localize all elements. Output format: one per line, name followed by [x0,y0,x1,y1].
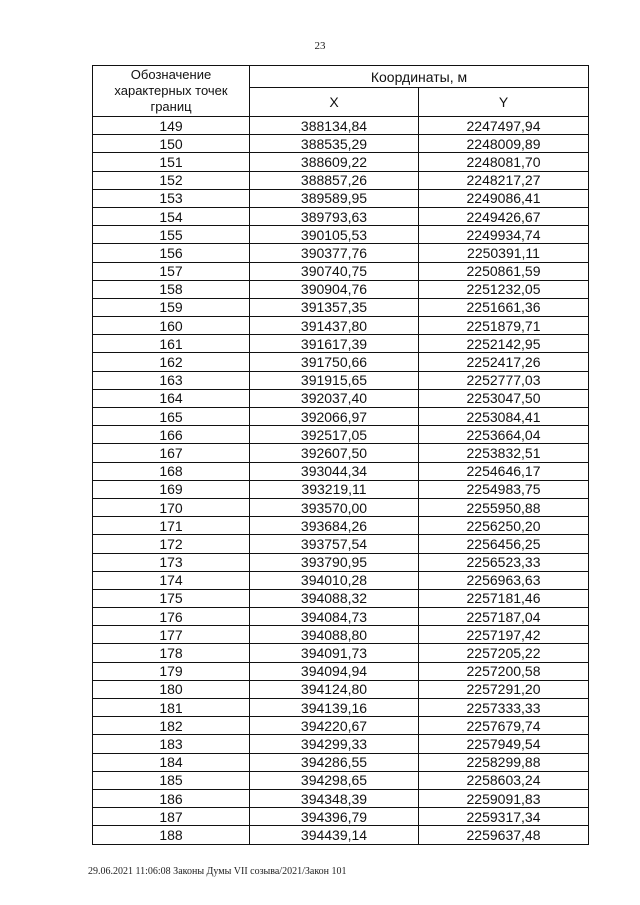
point-cell: 187 [93,808,250,826]
x-coordinate-cell: 393684,26 [250,517,419,535]
y-coordinate-cell: 2249086,41 [419,189,589,207]
y-coordinate-cell: 2254646,17 [419,462,589,480]
y-coordinate-cell: 2257333,33 [419,699,589,717]
point-cell: 153 [93,189,250,207]
table-header [93,66,589,117]
point-cell: 162 [93,353,250,371]
point-cell: 165 [93,408,250,426]
table-row [93,153,589,171]
x-coordinate-cell: 393219,11 [250,480,419,498]
point-cell: 163 [93,371,250,389]
x-coordinate-cell: 394088,32 [250,589,419,607]
point-cell: 150 [93,135,250,153]
y-coordinate-cell: 2256250,20 [419,517,589,535]
table-row [93,244,589,262]
y-coordinate-cell: 2253832,51 [419,444,589,462]
table-row [93,462,589,480]
y-coordinate-cell: 2252777,03 [419,371,589,389]
point-cell: 184 [93,753,250,771]
coordinates-table [92,65,589,845]
table-row [93,298,589,316]
x-coordinate-cell: 394094,94 [250,662,419,680]
x-coordinate-cell: 393790,95 [250,553,419,571]
y-coordinate-cell: 2258603,24 [419,771,589,789]
point-cell: 174 [93,571,250,589]
point-cell: 166 [93,426,250,444]
x-coordinate-cell: 393570,00 [250,498,419,516]
point-cell: 185 [93,771,250,789]
table-row [93,280,589,298]
y-header: Y [419,88,589,117]
x-coordinate-cell: 388134,84 [250,117,419,135]
y-coordinate-cell: 2253664,04 [419,426,589,444]
x-coordinate-cell: 388609,22 [250,153,419,171]
point-cell: 173 [93,553,250,571]
x-coordinate-cell: 394348,39 [250,789,419,807]
point-cell: 180 [93,680,250,698]
y-coordinate-cell: 2259091,83 [419,789,589,807]
y-coordinate-cell: 2251661,36 [419,298,589,316]
x-coordinate-cell: 388535,29 [250,135,419,153]
table-row [93,826,589,844]
table-row [93,808,589,826]
page-number: 23 [314,40,326,52]
y-coordinate-cell: 2257205,22 [419,644,589,662]
x-coordinate-cell: 390105,53 [250,226,419,244]
point-cell: 155 [93,226,250,244]
y-coordinate-cell: 2257187,04 [419,608,589,626]
x-coordinate-cell: 389589,95 [250,189,419,207]
designation-header: Обозначение характерных точек границ [93,66,250,117]
table-row [93,535,589,553]
point-cell: 182 [93,717,250,735]
x-coordinate-cell: 388857,26 [250,171,419,189]
y-coordinate-cell: 2251232,05 [419,280,589,298]
table-row [93,571,589,589]
x-coordinate-cell: 394220,67 [250,717,419,735]
table-row [93,626,589,644]
y-coordinate-cell: 2259637,48 [419,826,589,844]
x-coordinate-cell: 394139,16 [250,699,419,717]
table-row [93,753,589,771]
table-row [93,189,589,207]
point-cell: 158 [93,280,250,298]
point-cell: 175 [93,589,250,607]
point-cell: 177 [93,626,250,644]
table-row [93,553,589,571]
x-coordinate-cell: 393757,54 [250,535,419,553]
x-coordinate-cell: 392037,40 [250,389,419,407]
x-coordinate-cell: 390904,76 [250,280,419,298]
x-coordinate-cell: 394299,33 [250,735,419,753]
table-row [93,608,589,626]
point-cell: 152 [93,171,250,189]
table-row [93,680,589,698]
x-coordinate-cell: 394091,73 [250,644,419,662]
table-row [93,699,589,717]
table-row [93,480,589,498]
table-row [93,717,589,735]
y-coordinate-cell: 2256456,25 [419,535,589,553]
y-coordinate-cell: 2257679,74 [419,717,589,735]
y-coordinate-cell: 2249426,67 [419,207,589,225]
point-cell: 149 [93,117,250,135]
table-row [93,662,589,680]
table-row [93,426,589,444]
y-coordinate-cell: 2250391,11 [419,244,589,262]
x-coordinate-cell: 390377,76 [250,244,419,262]
table-row [93,171,589,189]
point-cell: 179 [93,662,250,680]
point-cell: 172 [93,535,250,553]
y-coordinate-cell: 2248217,27 [419,171,589,189]
point-cell: 156 [93,244,250,262]
point-cell: 157 [93,262,250,280]
point-cell: 178 [93,644,250,662]
table-row [93,789,589,807]
y-coordinate-cell: 2255950,88 [419,498,589,516]
point-cell: 154 [93,207,250,225]
table-row [93,389,589,407]
footer-stamp: 29.06.2021 11:06:08 Законы Думы VII созыва/2021/Закон 101 [88,866,347,877]
x-coordinate-cell: 391617,39 [250,335,419,353]
table-row [93,517,589,535]
x-coordinate-cell: 389793,63 [250,207,419,225]
table-row [93,771,589,789]
table-row [93,207,589,225]
x-coordinate-cell: 394439,14 [250,826,419,844]
x-coordinate-cell: 393044,34 [250,462,419,480]
x-coordinate-cell: 394124,80 [250,680,419,698]
y-coordinate-cell: 2257181,46 [419,589,589,607]
table-row [93,117,589,135]
table-row [93,135,589,153]
point-cell: 168 [93,462,250,480]
y-coordinate-cell: 2247497,94 [419,117,589,135]
table-row [93,335,589,353]
table-row [93,408,589,426]
point-cell: 167 [93,444,250,462]
table-row [93,262,589,280]
y-coordinate-cell: 2248081,70 [419,153,589,171]
x-coordinate-cell: 391915,65 [250,371,419,389]
point-cell: 169 [93,480,250,498]
y-coordinate-cell: 2259317,34 [419,808,589,826]
point-cell: 170 [93,498,250,516]
table-row [93,317,589,335]
y-coordinate-cell: 2249934,74 [419,226,589,244]
x-coordinate-cell: 394286,55 [250,753,419,771]
table-row [93,444,589,462]
table-row [93,589,589,607]
y-coordinate-cell: 2257949,54 [419,735,589,753]
y-coordinate-cell: 2257200,58 [419,662,589,680]
point-cell: 176 [93,608,250,626]
x-coordinate-cell: 394084,73 [250,608,419,626]
table-row [93,226,589,244]
y-coordinate-cell: 2254983,75 [419,480,589,498]
point-cell: 171 [93,517,250,535]
point-cell: 159 [93,298,250,316]
x-coordinate-cell: 394088,80 [250,626,419,644]
table-row [93,353,589,371]
y-coordinate-cell: 2248009,89 [419,135,589,153]
x-coordinate-cell: 394396,79 [250,808,419,826]
x-coordinate-cell: 391750,66 [250,353,419,371]
y-coordinate-cell: 2252142,95 [419,335,589,353]
y-coordinate-cell: 2253047,50 [419,389,589,407]
x-coordinate-cell: 392066,97 [250,408,419,426]
y-coordinate-cell: 2251879,71 [419,317,589,335]
y-coordinate-cell: 2256523,33 [419,553,589,571]
x-coordinate-cell: 392607,50 [250,444,419,462]
table-body [93,117,589,845]
y-coordinate-cell: 2250861,59 [419,262,589,280]
table-row [93,644,589,662]
x-coordinate-cell: 392517,05 [250,426,419,444]
point-cell: 183 [93,735,250,753]
x-coordinate-cell: 390740,75 [250,262,419,280]
y-coordinate-cell: 2256963,63 [419,571,589,589]
x-coordinate-cell: 394010,28 [250,571,419,589]
coordinates-header: Координаты, м [250,66,589,88]
point-cell: 160 [93,317,250,335]
x-coordinate-cell: 391437,80 [250,317,419,335]
y-coordinate-cell: 2253084,41 [419,408,589,426]
point-cell: 161 [93,335,250,353]
point-cell: 188 [93,826,250,844]
point-cell: 186 [93,789,250,807]
table-row [93,498,589,516]
y-coordinate-cell: 2257291,20 [419,680,589,698]
point-cell: 164 [93,389,250,407]
x-coordinate-cell: 391357,35 [250,298,419,316]
y-coordinate-cell: 2252417,26 [419,353,589,371]
x-coordinate-cell: 394298,65 [250,771,419,789]
x-header: X [250,88,419,117]
point-cell: 151 [93,153,250,171]
y-coordinate-cell: 2258299,88 [419,753,589,771]
point-cell: 181 [93,699,250,717]
y-coordinate-cell: 2257197,42 [419,626,589,644]
table-row [93,735,589,753]
table-row [93,371,589,389]
